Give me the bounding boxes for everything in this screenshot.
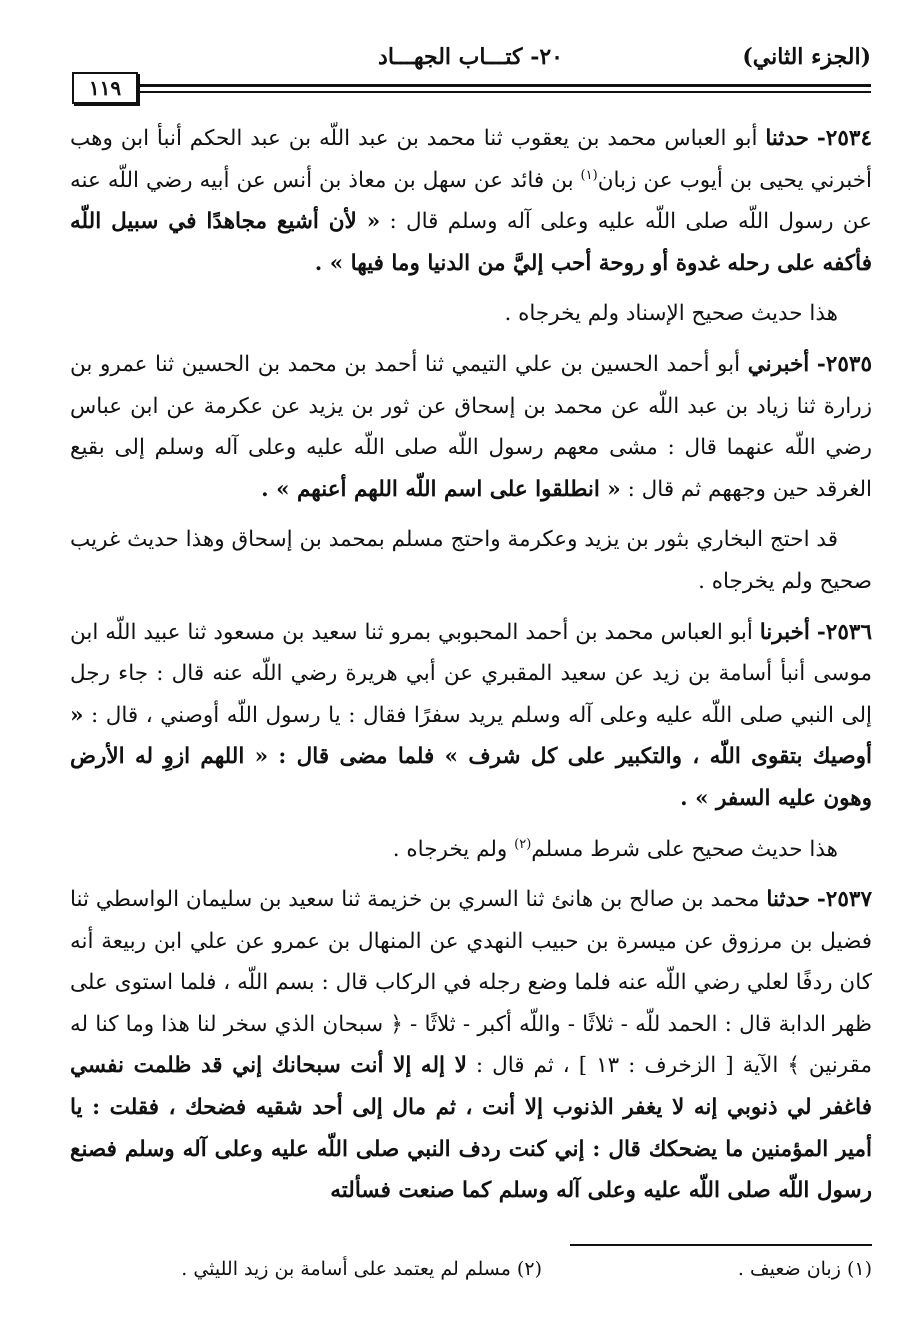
grading-note xyxy=(70,829,872,871)
footnotes xyxy=(110,1258,872,1288)
isnad-text: أبو أحمد الحسين بن علي التيمي ثنا أحمد بن محمد بن الحسين ثنا عمرو بن زرارة ثنا زياد بن عبد اللّه عن محمد بن إسحاق عن ثور بن يزيد عن عكرمة عن ابن عباس رضي اللّه عنهما قال : مشى معهم رسول اللّه صلى اللّه عليه وعلى آله وسلم إلى بقيع الغرقد حين وجههم ثم قال : xyxy=(70,351,872,502)
grading-text: قد احتج البخاري بثور بن يزيد وعكرمة واحتج مسلم بمحمد بن إسحاق وهذا حديث غريب صحيح ولم يخرجاه . xyxy=(70,527,872,594)
hadith-matn: « أوصيك بتقوى اللّه ، والتكبير على كل شرف » فلما مضى قال : « اللهم ازوِ له الأرض وهون عليه السفر » . xyxy=(70,702,872,811)
page-number: ١١٩ xyxy=(72,72,138,104)
hadith-2534 xyxy=(70,118,872,284)
isnad-text-continued: بن فائد عن سهل بن معاذ بن أنس عن أبيه رضي اللّه عنه عن رسول اللّه صلى اللّه عليه وعلى آله وسلم قال : xyxy=(70,167,873,235)
hadith-number: ٢٥٣٥- xyxy=(816,351,872,377)
hadith-opener: حدثنا xyxy=(765,126,809,151)
footnote-rule xyxy=(570,1244,872,1246)
footnote-ref: (١) xyxy=(580,167,598,183)
hadith-opener: أخبرنا xyxy=(759,619,810,645)
volume-part-label: (الجزء الثاني) xyxy=(742,44,871,70)
hadith-opener: حدثنا xyxy=(766,887,811,913)
running-header xyxy=(70,44,871,74)
grading-text-continued: ولم يخرجاه . xyxy=(392,836,515,862)
grading-note xyxy=(70,293,872,335)
header-rule-thin xyxy=(138,91,871,93)
hadith-2535 xyxy=(70,344,872,510)
hadith-opener: أخبرني xyxy=(747,351,810,377)
hadith-matn: لا إله إلا أنت سبحانك إني قد ظلمت نفسي فاغفر لي ذنوبي إنه لا يغفر الذنوب إلا أنت ، ثم مال إلى أحد شقيه فضحك ، فقلت : يا أمير المؤمنين ما يضحكك قال : إني كنت ردف النبي صلى اللّه عليه وعلى آله وسلم فصنع رسول اللّه صلى اللّه عليه وعلى آله وسلم كما صنعت فسألته xyxy=(70,1053,872,1204)
chapter-title: ٢٠- كتـــاب الجهـــاد xyxy=(378,44,563,70)
hadith-2537 xyxy=(70,879,872,1212)
grading-text: هذا حديث صحيح على شرط مسلم xyxy=(531,836,838,862)
hadith-matn: « لأن أشيع مجاهدًا في سبيل اللّه فأكفه على رحله غدوة أو روحة أحب إليَّ من الدنيا وما فيها » . xyxy=(70,209,872,276)
grading-text: هذا حديث صحيح الإسناد ولم يخرجاه . xyxy=(504,301,838,327)
hadith-number: ٢٥٣٧- xyxy=(816,887,872,913)
isnad-text: محمد بن صالح بن هانئ ثنا السري بن خزيمة ثنا سعيد بن سليمان الواسطي ثنا فضيل بن مرزوق عن ميسرة بن حبيب النهدي عن المنهال بن عمرو عن علي ابن ربيعة أنه كان ردفًا لعلي رضي اللّه عنه فلما وضع رجله في الركاب قال : بسم اللّه ، فلما استوى على ظهر الدابة قال : الحمد للّه - ثلاثًا - واللّه أكبر - ثلاثًا - ﴿ سبحان الذي سخر لنا هذا وما كنا له مقرنين ﴾ الآية [ الزخرف : ١٣ ] ، ثم قال : xyxy=(70,887,872,1079)
footnote-ref: (٢) xyxy=(514,836,532,852)
hadith-number: ٢٥٣٤- xyxy=(816,126,872,151)
footnote-1: (١) زبان ضعيف . xyxy=(737,1258,872,1280)
hadith-2536 xyxy=(70,612,872,820)
footnote-2: (٢) مسلم لم يعتمد على أسامة بن زيد الليثي . xyxy=(181,1258,542,1280)
hadith-matn: « انطلقوا على اسم اللّه اللهم أعنهم » . xyxy=(261,476,621,502)
grading-note xyxy=(70,519,872,602)
header-rule xyxy=(138,84,871,87)
hadith-number: ٢٥٣٦- xyxy=(816,619,872,645)
isnad-text: أبو العباس محمد بن يعقوب ثنا محمد بن عبد اللّه بن عبد الحكم أنبأ ابن وهب أخبرني يحيى بن أيوب عن زبان xyxy=(70,126,872,193)
isnad-text: أبو العباس محمد بن أحمد المحبوبي بمرو ثنا سعيد بن مسعود ثنا عبيد اللّه ابن موسى أنبأ أسامة بن زيد عن سعيد المقبري عن أبي هريرة رضي اللّه عنه قال : جاء رجل إلى النبي صلى اللّه عليه وعلى آله وسلم يريد سفرًا فقال : يا رسول اللّه أوصني ، قال : xyxy=(70,619,872,728)
page-body xyxy=(70,118,872,1221)
